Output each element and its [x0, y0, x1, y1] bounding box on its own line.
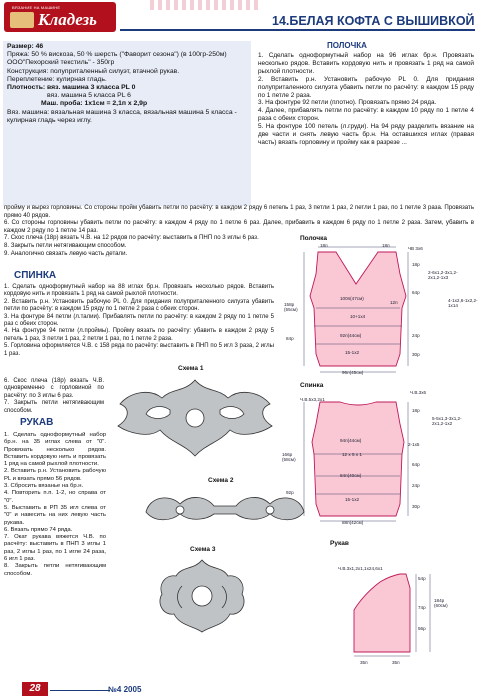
- logo-book-icon: [10, 12, 34, 28]
- polochka-step: 3. На фонтуре 92 петли (плотно). Провязать прямо 24 ряда.: [258, 99, 437, 107]
- spec-density-1: Плотность: вяз. машина 3 класса PL 0: [7, 84, 136, 92]
- rukav-step: 2. Вставить р.н. Установить рабочую PL и вязать прямо 56 рядов.: [4, 468, 106, 482]
- polochka-step: 2. Вставить р.н. Установить рабочую PL 0. Для придания полуприталенного силуэта убавить петли по расчёту: в каждом 15 ряду по 1 петле 2 раза.: [258, 75, 474, 99]
- chart-rukav-title: Рукав: [330, 540, 349, 547]
- chart-polochka-schematic: [296, 244, 480, 376]
- chart-label: 12 х 5 х 1: [342, 452, 362, 457]
- magazine-logo: [4, 2, 116, 32]
- section-heading-polochka: ПОЛОЧКА: [327, 41, 367, 50]
- chart-label: 10+1х4: [350, 314, 366, 319]
- rukav-step: 5. Выставить в РП 35 игл слева от "0" и навесить на них левую часть рукава.: [4, 504, 106, 526]
- logo-title: Кладезь: [38, 10, 97, 29]
- rukav-step: 4. Повторить п.п. 1-2, но справа от "0".: [4, 490, 106, 504]
- chart-label: 18р: [412, 408, 420, 413]
- spec-machine: Вяз. машина: вязальная машина 3 класса, вязальная машина 5 класса - кулирная гладь через иглу.: [7, 108, 237, 124]
- chart-label: 84п(40см): [340, 473, 362, 478]
- section-heading-rukav: РУКАВ: [20, 417, 54, 428]
- chart-label: 30р: [412, 352, 420, 357]
- chart-label: 35п: [392, 660, 400, 665]
- spec-gauge: Маш. проба: 1х1см = 2,1п х 2,9р: [41, 100, 148, 108]
- rukav-step: 8. Закрыть петли нетягивающим способом.: [4, 563, 106, 577]
- scheme-3-label: Схема 3: [190, 546, 216, 553]
- chart-spinka-title: Спинка: [300, 382, 324, 389]
- header-decoration: [150, 0, 260, 10]
- page-number: 28: [22, 682, 48, 696]
- polochka-step: 4. Далее, прибавлять петли по расчёту: в каждом 10 ряду по 1 петле 4 раза с обеих сторон.: [258, 107, 474, 123]
- chart-label: 35п: [360, 660, 368, 665]
- chart-label: 64р: [412, 290, 420, 295]
- rukav-step: 1. Сделать одноформутный набор бр.н. на 35 иглах слева от "0". Провязать несколько рядов. Вставить кордовую нить и провязать 1 ряд на самой рыхлой плотности.: [4, 432, 106, 468]
- chart-label: 18п: [320, 243, 328, 248]
- chart-label: 54р: [418, 576, 426, 581]
- issue-number: №4 2005: [108, 685, 142, 694]
- chart-label: 92р: [286, 490, 294, 495]
- chart-label: 12п: [390, 300, 398, 305]
- polochka-cont-step: 6. Со стороны горловины убавить петли по расчёту: в каждом 4 ряду по 1 петле 6 раз. Далее, прибавить в каждом 6 ряду по 1 петле 2 раза. Затем, убавить в каждом 2 ряду по 1 петле 14 раз.: [4, 219, 474, 234]
- scheme-1-motif: [110, 374, 280, 462]
- chart-label: ЧВ 3х6: [408, 246, 423, 251]
- scheme-2-label: Схема 2: [208, 477, 234, 484]
- spec-construction: Конструкция: полуприталенный силуэт, втачной рукав.: [7, 67, 180, 75]
- chart-label: 92п(44см): [340, 333, 362, 338]
- chart-label: 2-1х5: [408, 442, 420, 447]
- rukav-steps: [4, 432, 106, 578]
- spec-density-2: вяз. машина 5 класса PL 6: [47, 92, 131, 100]
- chart-label: 18п: [382, 243, 390, 248]
- scheme-3-motif: [152, 556, 252, 636]
- chart-label: Ч.В.3х6: [410, 390, 427, 395]
- polochka-steps: [258, 52, 474, 147]
- spinka-step: 4. На фонтуре 94 петли (л.проймы). Пройму вязать по расчёту: убавить в каждом 2 ряду 5 петель 1 раз, 3 петли 1 раз, 2 петли 1 раз, по 1 петле 2 раза.: [4, 328, 274, 342]
- chart-label: 100п(47см): [340, 296, 364, 301]
- chart-label: 96п(45см): [342, 370, 364, 375]
- spinka-step: 2. Вставить р.н. Установить рабочую PL 0. Для придания полуприталенного силуэта убавить петли по расчёту: в каждом 15 ряду по 1 петле 2 раза с обеих сторон.: [4, 298, 274, 313]
- chart-label: 94п(44см): [340, 438, 362, 443]
- chart-label: 30р: [412, 504, 420, 509]
- chart-label: 158р (55см): [284, 302, 298, 312]
- polochka-step: 1. Сделать одноформутный набор на 96 иглах бр.н. Провязать несколько рядов. Вставить кордовую нить и провязать 1 ряд на самой рыхлой плотности.: [258, 52, 474, 75]
- spinka-step: 6. Скос плеча (18р) вязать Ч.В. одновременно с горловиной по расчёту: по 3 иглы 6 раз.: [4, 378, 104, 399]
- spinka-step: 3. На фонтуре 84 петли (л.талии). Прибавлять петли по расчёту: в каждом 2 ряду по 1 петле 5 раз с обеих сторон.: [4, 313, 274, 328]
- page-header: [0, 0, 482, 34]
- chart-label: Ч.В.3х1,2х1,1х24,6х1: [338, 566, 383, 571]
- spec-weave: Переплетение: кулирная гладь.: [7, 75, 107, 83]
- rukav-step: 7. Окат рукава вяжется Ч.В. по расчёту: выставить в ПНП 3 иглы 1 раз, 2 иглы 1 раз, по 1 игле 24 раза, 6 игл 1 раз.: [4, 534, 106, 563]
- spec-box: [3, 41, 251, 206]
- rukav-step: 3. Сбросить вязанье на бр.н.: [4, 483, 84, 490]
- chart-label: 56р: [418, 626, 426, 631]
- chart-label: 24р: [412, 483, 420, 488]
- chart-label: 15-1х2: [345, 497, 360, 502]
- rukav-step: 6. Вязать прямо 74 ряда.: [4, 526, 73, 533]
- chart-label: 74р: [418, 605, 426, 610]
- chart-label: 24р: [412, 333, 420, 338]
- chart-label: 166р (58см): [282, 452, 296, 462]
- chart-label: 64р: [412, 462, 420, 467]
- chart-label: 18р: [412, 262, 420, 267]
- chart-polochka-title: Полочка: [300, 235, 327, 242]
- spinka-steps-narrow: [4, 378, 104, 415]
- scheme-1-label: Схема 1: [178, 365, 204, 372]
- chart-label: 15-1х2: [345, 350, 360, 355]
- page-footer: [0, 680, 482, 700]
- chart-label: 5-5х1,3-3х1,2-2х1,2-1х2: [432, 416, 462, 426]
- chart-label: Ч.В.5х3,2х1: [300, 397, 325, 402]
- chart-label: 184р (60см): [434, 598, 448, 608]
- chart-label: 2-6х1,2-3х1,2-2х1,2-1х3: [428, 270, 458, 280]
- spinka-steps: [4, 284, 274, 358]
- section-heading-spinka: СПИНКА: [14, 270, 57, 281]
- spec-size: Размер: 46: [7, 43, 44, 50]
- logo-subtitle: ВЯЗАНИЕ НА МАШИНЕ: [12, 5, 61, 10]
- polochka-cont-step: 9. Аналогично связать левую часть детали.: [4, 249, 128, 257]
- header-rule: [120, 29, 475, 31]
- spinka-step: 7. Закрыть петли нетягивающим способом.: [4, 400, 104, 414]
- spinka-step: 1. Сделать одноформутный набор на 88 иглах бр.н. Провязать несколько рядов. Вставить кордовую нить и провязать 1 ряд на самой рыхлой плотности.: [4, 284, 274, 298]
- polochka-cont-step: пройму и вырез горловины. Со стороны пройм убавить петли по расчёту: в каждом 2 ряду 6 петель 1 раз, 3 петли 1 раз, 2 петли 1 раз, по 1 петле 3 раза. Провязать прямо 40 рядов.: [4, 204, 474, 219]
- chart-label: 84р: [286, 336, 294, 341]
- chart-label: 88п(42см): [342, 520, 364, 525]
- scheme-2-motif: [140, 488, 310, 528]
- spec-yarn: Пряжа: 50 % вискоза, 50 % шерсть ("Фаворит сезона") (в 100гр-250м) ООО"Пехорский текстиль" - 350гр: [7, 51, 227, 67]
- spinka-step: 5. Горловина оформляется Ч.В. с 158 ряда по расчёту: выставить в ПНП по 5 игл 3 раза, 2 иглы 1 раз.: [4, 343, 274, 357]
- chart-spinka-schematic: [296, 392, 480, 524]
- chart-label: 4-1х2,6-1х2,2-1х14: [448, 298, 478, 308]
- polochka-cont-step: 7. Скос плеча (18р) вязать Ч.В. на 12 рядов по расчёту: выставить в ПНП по 3 иглы 6 раз.: [4, 234, 259, 242]
- footer-rule: [50, 690, 110, 691]
- article-title: 14.БЕЛАЯ КОФТА С ВЫШИВКОЙ: [272, 14, 475, 28]
- polochka-step: 5. На фонтуре 100 петель (л.груди). На 94 ряду разделить вязание на две части и снять левую часть бр.н. На оставшихся иглах (правая часть) вязать горловину и пройму как в разрезе ...: [258, 123, 474, 146]
- polochka-cont-step: 8. Закрыть петли нетягивающим способом.: [4, 241, 127, 249]
